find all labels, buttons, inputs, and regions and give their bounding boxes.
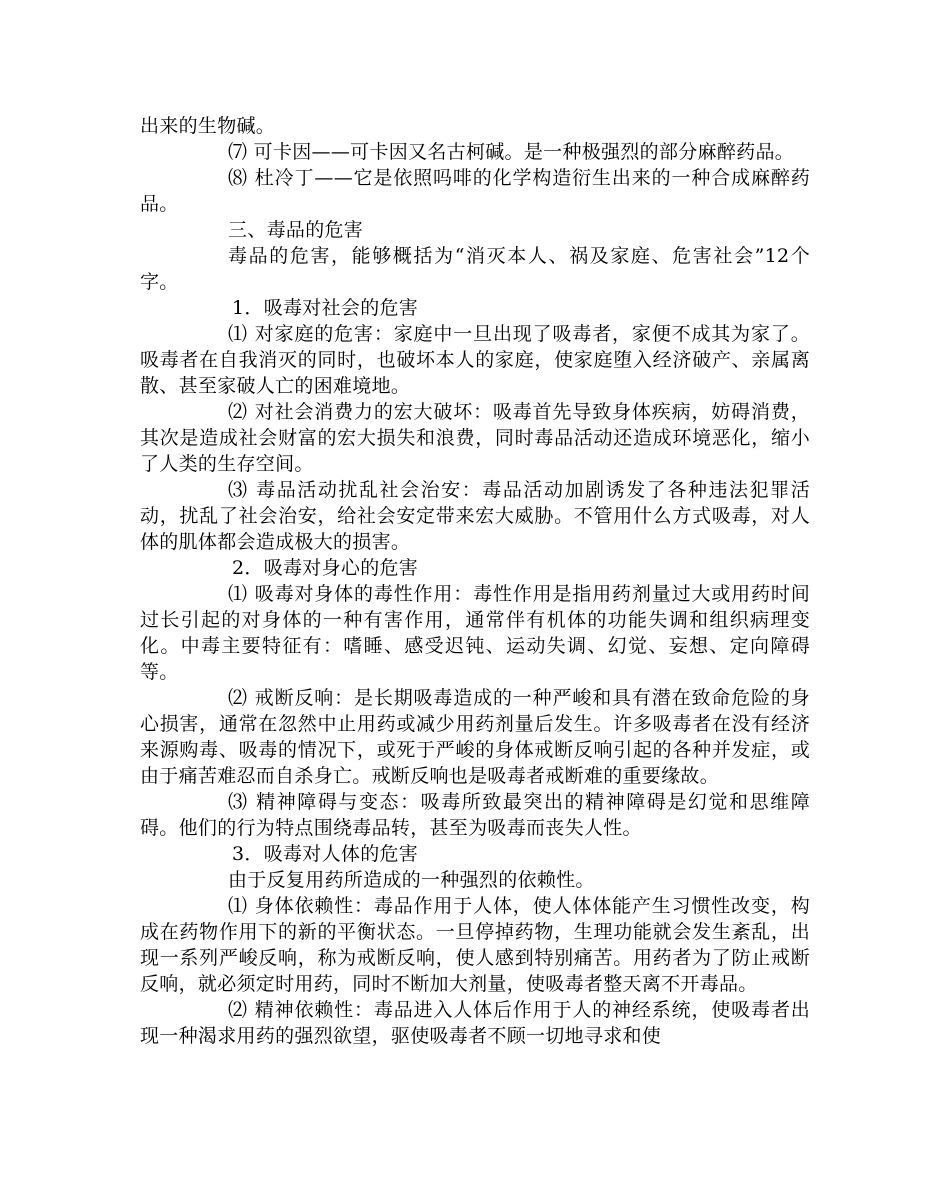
subheading-body-mind-harm: 2．吸毒对身心的危害 (232, 557, 419, 579)
paragraph-public-order: ⑶ 毒品活动扰乱社会治安：毒品活动加剧诱发了各种违法犯罪活动，扰乱了社会治安，给社会安定带来宏大威胁。不管用什么方式吸毒，对人体的肌体都会造成极大的损害。 (140, 479, 810, 553)
paragraph-withdrawal: ⑵ 戒断反响：是长期吸毒造成的一种严峻和具有潜在致命危险的身心损害，通常在忽然中止用药或减少用药剂量后发生。许多吸毒者在没有经济来源购毒、吸毒的情况下，或死于严峻的身体戒断反响引起的各种并发症，或由于痛苦难忍而自杀身亡。戒断反响也是吸毒者戒断难的重要缘故。 (140, 687, 810, 787)
section-heading-harms: 三、毒品的危害 (228, 219, 364, 241)
paragraph-pethidine: ⑻ 杜冷丁——它是依照吗啡的化学构造衍生出来的一种合成麻醉药品。 (140, 167, 810, 215)
paragraph-family-harm: ⑴ 对家庭的危害：家庭中一旦出现了吸毒者，家便不成其为家了。吸毒者在自我消灭的同时，也破坏本人的家庭，使家庭堕入经济破产、亲属离散、甚至家破人亡的困难境地。 (140, 323, 810, 397)
document-body (140, 113, 810, 1049)
paragraph-physical-dependence: ⑴ 身体依赖性：毒品作用于人体，使人体体能产生习惯性改变，构成在药物作用下的新的平衡状态。一旦停掉药物，生理功能就会发生紊乱，出现一系列严峻反响，称为戒断反响，使人感到特别痛苦。用药者为了防止戒断反响，就必须定时用药，同时不断加大剂量，使吸毒者整天离不开毒品。 (140, 895, 810, 995)
subheading-social-harm: 1．吸毒对社会的危害 (232, 297, 419, 319)
paragraph-psychological-dependence: ⑵ 精神依赖性：毒品进入人体后作用于人的神经系统，使吸毒者出现一种渴求用药的强烈欲望，驱使吸毒者不顾一切地寻求和使 (140, 999, 810, 1047)
paragraph-consumption-harm: ⑵ 对社会消费力的宏大破坏：吸毒首先导致身体疾病，妨碍消费，其次是造成社会财富的宏大损失和浪费，同时毒品活动还造成环境恶化，缩小了人类的生存空间。 (140, 401, 810, 475)
paragraph-continuation: 出来的生物碱。 (140, 115, 276, 137)
paragraph-mental-disorder: ⑶ 精神障碍与变态：吸毒所致最突出的精神障碍是幻觉和思维障碍。他们的行为特点围绕毒品转，甚至为吸毒而丧失人性。 (140, 791, 810, 839)
paragraph-harms-summary: 毒品的危害，能够概括为“消灭本人、祸及家庭、危害社会”12个字。 (140, 245, 810, 293)
paragraph-dependence-intro: 由于反复用药所造成的一种强烈的依赖性。 (228, 869, 595, 891)
paragraph-toxicity: ⑴ 吸毒对身体的毒性作用：毒性作用是指用药剂量过大或用药时间过长引起的对身体的一种有害作用，通常伴有机体的功能失调和组织病理变化。中毒主要特征有：嗜睡、感受迟钝、运动失调、幻觉、妄想、定向障碍等。 (140, 583, 810, 683)
subheading-human-body-harm: 3．吸毒对人体的危害 (232, 843, 419, 865)
paragraph-cocaine: ⑺ 可卡因——可卡因又名古柯碱。是一种极强烈的部分麻醉药品。 (228, 141, 795, 163)
